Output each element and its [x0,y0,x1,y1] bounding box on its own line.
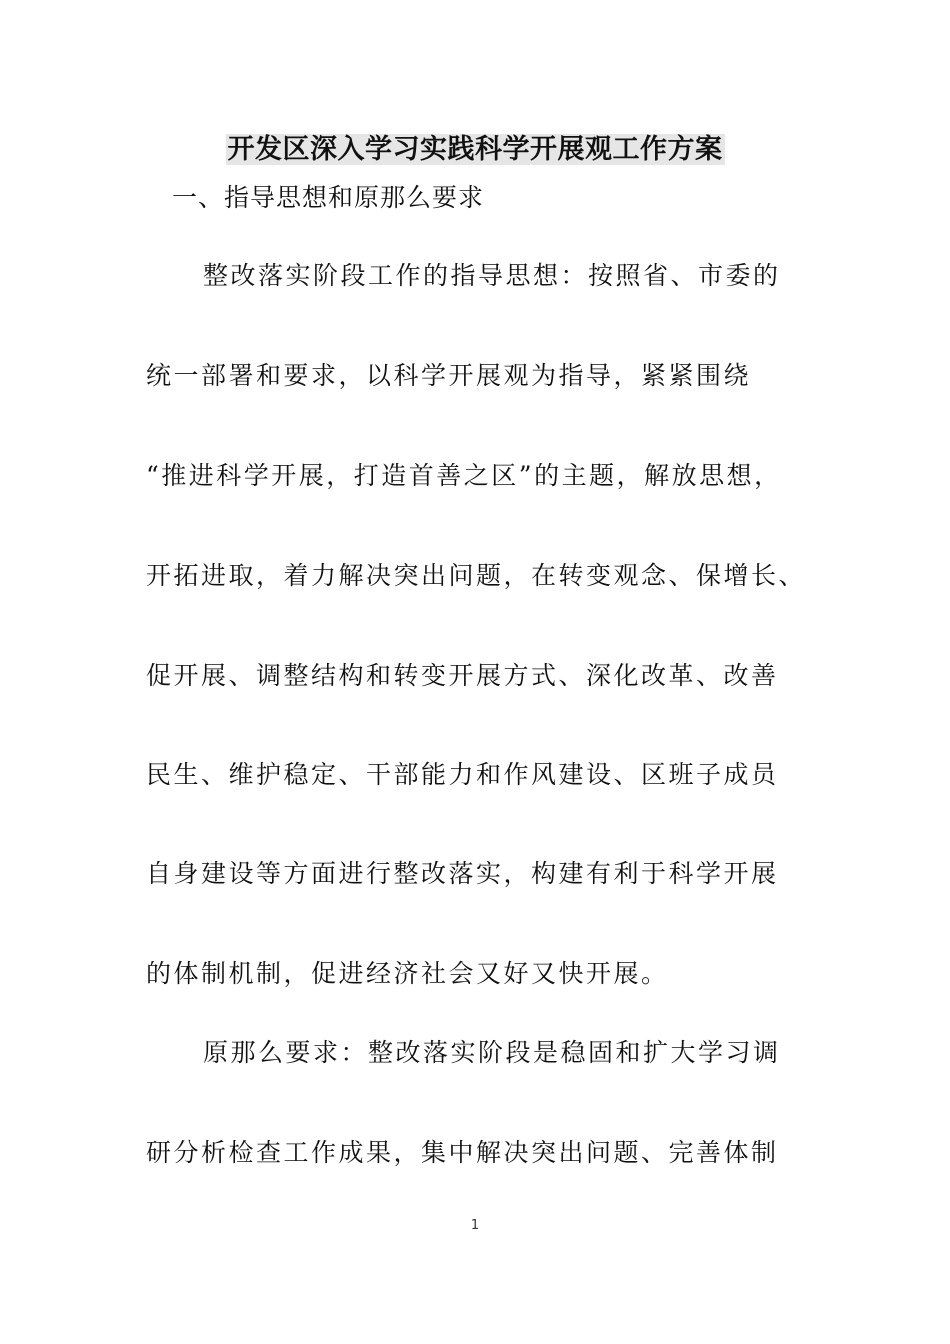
title-text: 开发区深入学习实践科学开展观工作方案 [227,134,723,165]
paragraph-line: 原那么要求：整改落实阶段是稳固和扩大学习调 [203,1038,781,1067]
paragraph-line: 自身建设等方面进行整改落实，构建有利于科学开展 [146,859,779,888]
paragraph-line: 研分析检查工作成果，集中解决突出问题、完善体制 [146,1138,779,1167]
paragraph-line: “推进科学开展，打造首善之区”的主题，解放思想， [146,461,782,490]
section-heading: 一、指导思想和原那么要求 [172,183,485,212]
paragraph-line: 统一部署和要求，以科学开展观为指导，紧紧围绕 [146,361,752,390]
document-title [0,128,950,172]
paragraph-line: 促开展、调整结构和转变开展方式、深化改革、改善 [146,661,779,690]
paragraph-line: 的体制机制，促进经济社会又好又快开展。 [146,959,669,988]
page-number: 1 [470,1218,480,1233]
paragraph-line: 开拓进取，着力解决突出问题，在转变观念、保增长、 [146,561,807,590]
paragraph-line: 民生、维护稳定、干部能力和作风建设、区班子成员 [146,760,779,789]
paragraph-line: 整改落实阶段工作的指导思想：按照省、市委的 [203,261,781,290]
